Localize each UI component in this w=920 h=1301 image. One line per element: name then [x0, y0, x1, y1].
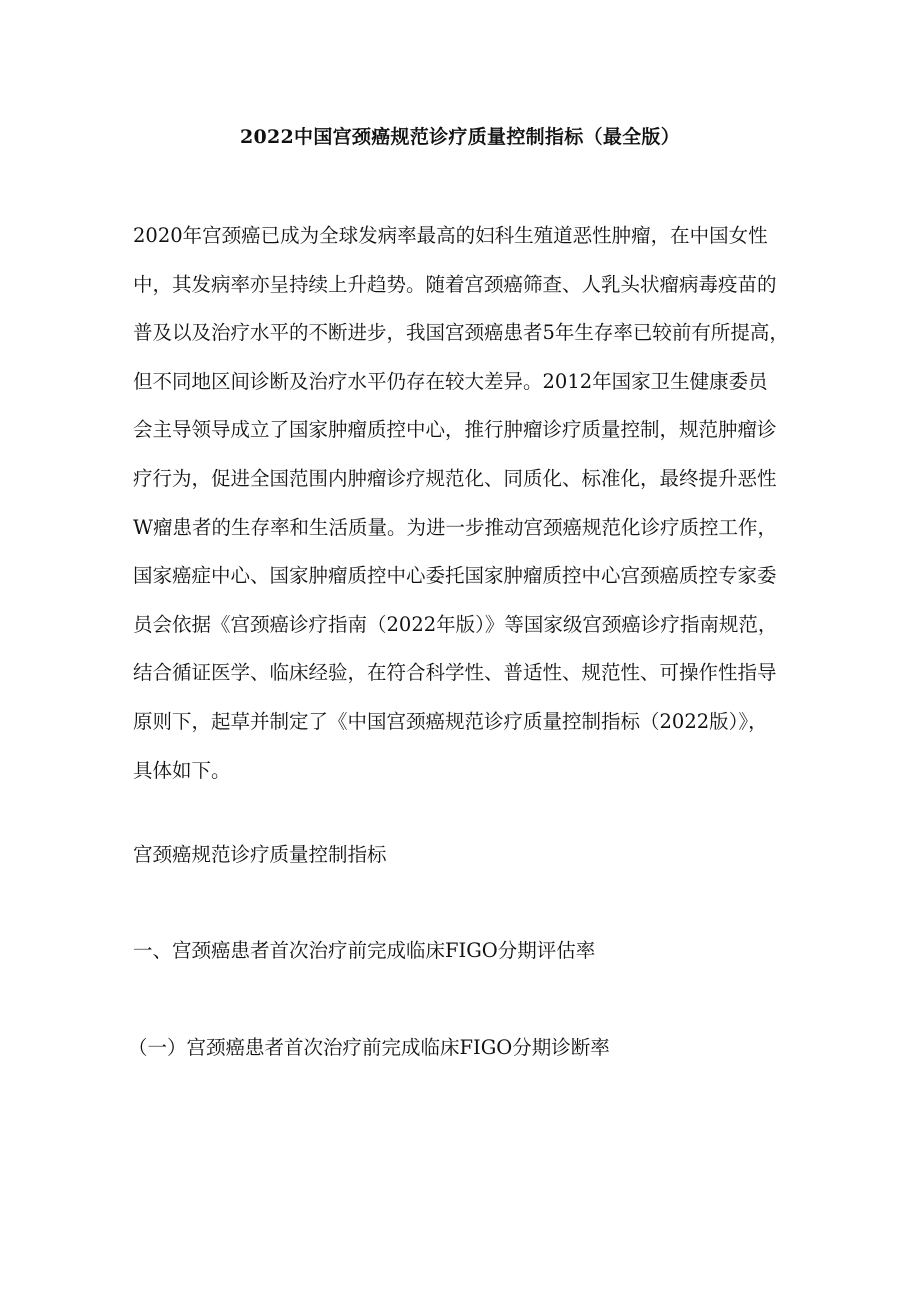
intro-line: 中，其发病率亦呈持续上升趋势。随着宫颈癌筛查、人乳头状瘤病毒疫苗的: [133, 272, 777, 296]
intro-line: W瘤患者的生存率和生活质量。为进一步推动宫颈癌规范化诊疗质控工作，: [133, 515, 778, 539]
intro-line: 疗行为，促进全国范围内肿瘤诊疗规范化、同质化、标准化，最终提升恶性: [133, 466, 777, 490]
intro-line: 普及以及治疗水平的不断进步，我国宫颈癌患者5年生存率已较前有所提高，: [133, 321, 789, 345]
intro-line: 具体如下。: [133, 758, 231, 782]
intro-line: 但不同地区间诊断及治疗水平仍存在较大差异。2012年国家卫生健康委员: [133, 369, 768, 393]
section-one-heading: 一、宫颈癌患者首次治疗前完成临床FIGO分期评估率: [133, 939, 596, 962]
intro-line: 员会依据《宫颈癌诊疗指南（2022年版）》等国家级宫颈癌诊疗指南规范，: [133, 612, 778, 636]
intro-paragraph: [133, 212, 793, 795]
intro-line: 原则下，起草并制定了《中国宫颈癌规范诊疗质量控制指标（2022版）》，: [133, 709, 768, 733]
intro-line: 会主导领导成立了国家肿瘤质控中心，推行肿瘤诊疗质量控制，规范肿瘤诊: [133, 418, 777, 442]
section-one-sub-heading: （一）宫颈癌患者首次治疗前完成临床FIGO分期诊断率: [128, 1036, 610, 1059]
document-title: 2022中国宫颈癌规范诊疗质量控制指标（最全版）: [239, 126, 681, 148]
intro-line: 国家癌症中心、国家肿瘤质控中心委托国家肿瘤质控中心宫颈癌质控专家委: [133, 564, 777, 588]
intro-line: 结合循证医学、临床经验，在符合科学性、普适性、规范性、可操作性指导: [133, 661, 777, 685]
standard-heading: 宫颈癌规范诊疗质量控制指标: [133, 843, 387, 866]
intro-line: 2020年宫颈癌已成为全球发病率最高的妇科生殖道恶性肿瘤，在中国女性: [133, 224, 768, 247]
